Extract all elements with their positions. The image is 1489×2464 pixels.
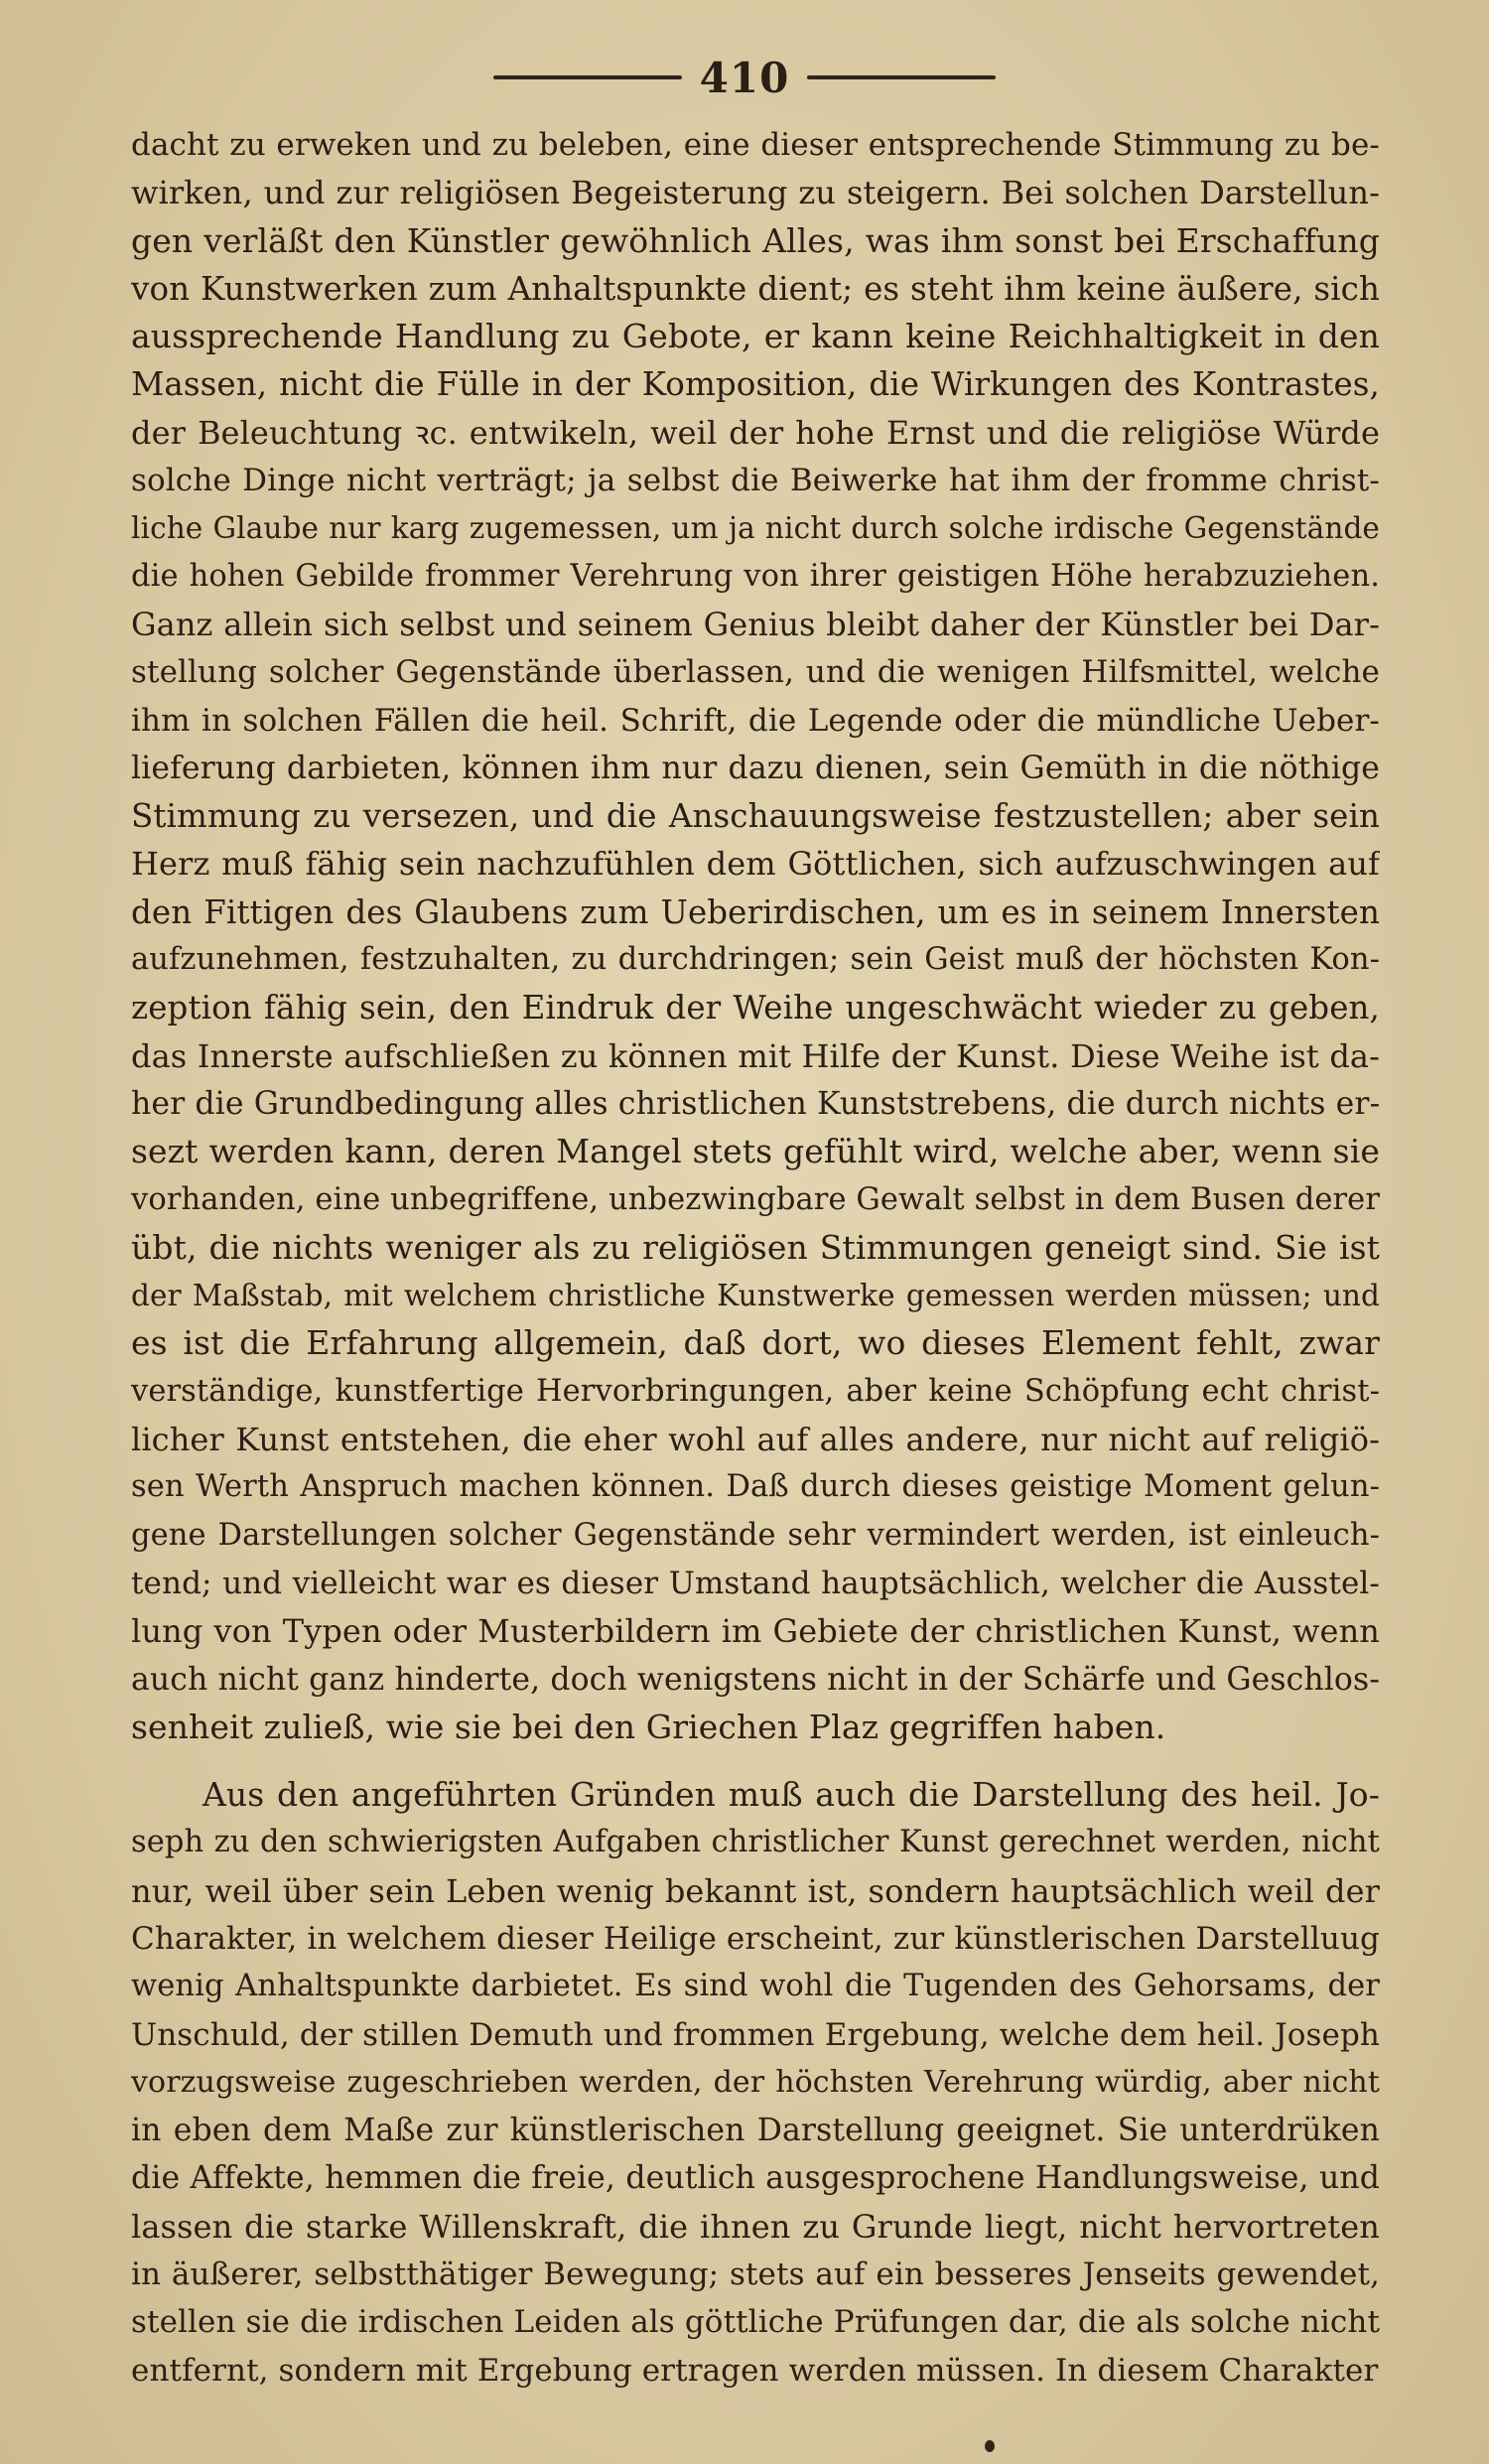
text-line: Massen, nicht die Fülle in der Komposition, die Wirkungen des Kontrastes, <box>131 365 1380 404</box>
text-line: senheit zuließ, wie sie bei den Griechen Plaz gegriffen haben. <box>131 1707 1166 1746</box>
paragraph-gap <box>131 1751 1380 1771</box>
text-line: auch nicht ganz hinderte, doch wenigstens nicht in der Schärfe und Geschlos- <box>131 1661 1380 1698</box>
header-rule-right <box>807 75 996 79</box>
body-text <box>131 121 1380 2395</box>
text-line: Herz muß fähig sein nachzufühlen dem Göttlichen, sich aufzuschwingen auf <box>131 845 1380 884</box>
text-line: der Maßstab, mit welchem christliche Kunstwerke gemessen werden müssen; und <box>131 1279 1380 1313</box>
text-line: aufzunehmen, festzuhalten, zu durchdringen; sein Geist muß der höchsten Kon- <box>131 942 1380 978</box>
text-line: Unschuld, der stillen Demuth und frommen Ergebung, welche dem heil. Joseph <box>131 2016 1380 2053</box>
text-line: nur, weil über sein Leben wenig bekannt ist, sondern hauptsächlich weil der <box>131 1871 1380 1910</box>
text-line: die Affekte, hemmen die freie, deutlich ausgesprochene Handlungsweise, und <box>131 2160 1380 2197</box>
text-line: es ist die Erfahrung allgemein, daß dort, wo dieses Element fehlt, zwar <box>131 1323 1380 1363</box>
text-line: der Beleuchtung ꝛc. entwikeln, weil der hohe Ernst und die religiöse Würde <box>131 413 1380 452</box>
text-line: Charakter, in welchem dieser Heilige erscheint, zur künstlerischen Darstelluug <box>131 1920 1380 1957</box>
paragraph <box>131 121 1380 1751</box>
text-line: gen verläßt den Künstler gewöhnlich Alles, was ihm sonst bei Erschaffung <box>131 220 1380 260</box>
text-line: vorzugsweise zugeschrieben werden, der höchsten Verehrung würdig, aber nicht <box>131 2064 1380 2100</box>
text-line: zeption fähig sein, den Eindruk der Weihe ungeschwächt wieder zu geben, <box>131 989 1380 1027</box>
text-line: das Innerste aufschließen zu können mit Hilfe der Kunst. Diese Weihe ist da- <box>131 1036 1380 1075</box>
header-rule-left <box>493 75 682 79</box>
text-line: entfernt, sondern mit Ergebung ertragen werden müssen. In diesem Charakter <box>131 2352 1379 2389</box>
text-line: von Kunstwerken zum Anhaltspunkte dient; es steht ihm keine äußere, sich <box>131 269 1380 308</box>
paragraph <box>131 1771 1380 2395</box>
text-line: in eben dem Maße zur künstlerischen Darstellung geeignet. Sie unterdrüken <box>131 2113 1380 2149</box>
text-line: aussprechende Handlung zu Gebote, er kann keine Reichhaltigkeit in den <box>131 317 1380 356</box>
page-number: 410 <box>699 53 790 102</box>
text-line: vorhanden, eine unbegriffene, unbezwingbare Gewalt selbst in dem Busen derer <box>131 1181 1380 1217</box>
text-line: stellen sie die irdischen Leiden als göttliche Prüfungen dar, die als solche nicht <box>131 2304 1380 2341</box>
text-line: Ganz allein sich selbst und seinem Genius bleibt daher der Künstler bei Dar- <box>131 605 1380 643</box>
text-line: sen Werth Anspruch machen können. Daß durch dieses geistige Moment gelun- <box>131 1469 1380 1505</box>
text-line: wirken, und zur religiösen Begeisterung zu steigern. Bei solchen Darstellun- <box>131 174 1380 212</box>
ink-speck <box>985 2440 995 2452</box>
text-line: liche Glaube nur karg zugemessen, um ja nicht durch solche irdische Gegenstände <box>131 511 1380 546</box>
text-line: die hohen Gebilde frommer Verehrung von ihrer geistigen Höhe herabzuziehen. <box>131 558 1380 594</box>
text-line: solche Dinge nicht verträgt; ja selbst die Beiwerke hat ihm der fromme christ- <box>131 463 1380 499</box>
text-line: lieferung darbieten, können ihm nur dazu dienen, sein Gemüth in die nöthige <box>131 750 1380 786</box>
text-line: ihm in solchen Fällen die heil. Schrift, die Legende oder die mündliche Ueber- <box>131 702 1380 739</box>
text-line: Aus den angeführten Gründen muß auch die Darstellung des heil. Jo- <box>203 1775 1380 1815</box>
text-line: lassen die starke Willenskraft, die ihnen zu Grunde liegt, nicht hervortreten <box>131 2207 1380 2246</box>
page-header <box>0 48 1489 107</box>
text-line: verständige, kunstfertige Hervorbringungen, aber keine Schöpfung echt christ- <box>131 1373 1380 1409</box>
text-line: in äußerer, selbstthätiger Bewegung; stets auf ein besseres Jenseits gewendet, <box>131 2257 1380 2293</box>
text-line: licher Kunst entstehen, die eher wohl auf alles andere, nur nicht auf religiö- <box>131 1421 1380 1459</box>
text-line: Stimmung zu versezen, und die Anschauungsweise festzustellen; aber sein <box>131 797 1380 836</box>
text-line: sezt werden kann, deren Mangel stets gefühlt wird, welche aber, wenn sie <box>131 1132 1380 1171</box>
text-line: den Fittigen des Glaubens zum Ueberirdischen, um es in seinem Innersten <box>131 892 1380 931</box>
text-line: stellung solcher Gegenstände überlassen, und die wenigen Hilfsmittel, welche <box>131 654 1380 691</box>
text-line: dacht zu erweken und zu beleben, eine dieser entsprechende Stimmung zu be- <box>131 127 1380 163</box>
text-line: übt, die nichts weniger als zu religiösen Stimmungen geneigt sind. Sie ist <box>131 1227 1380 1267</box>
text-line: wenig Anhaltspunkte darbietet. Es sind wohl die Tugenden des Gehorsams, der <box>131 1969 1380 2004</box>
text-line: lung von Typen oder Musterbildern im Gebiete der christlichen Kunst, wenn <box>131 1612 1380 1651</box>
text-line: her die Grundbedingung alles christlichen Kunststrebens, die durch nichts er- <box>131 1085 1380 1122</box>
text-line: tend; und vielleicht war es dieser Umstand hauptsächlich, welcher die Ausstel- <box>131 1565 1380 1601</box>
text-line: seph zu den schwierigsten Aufgaben christlicher Kunst gerechnet werden, nicht <box>131 1825 1380 1860</box>
text-line: gene Darstellungen solcher Gegenstände sehr vermindert werden, ist einleuch- <box>131 1517 1380 1553</box>
